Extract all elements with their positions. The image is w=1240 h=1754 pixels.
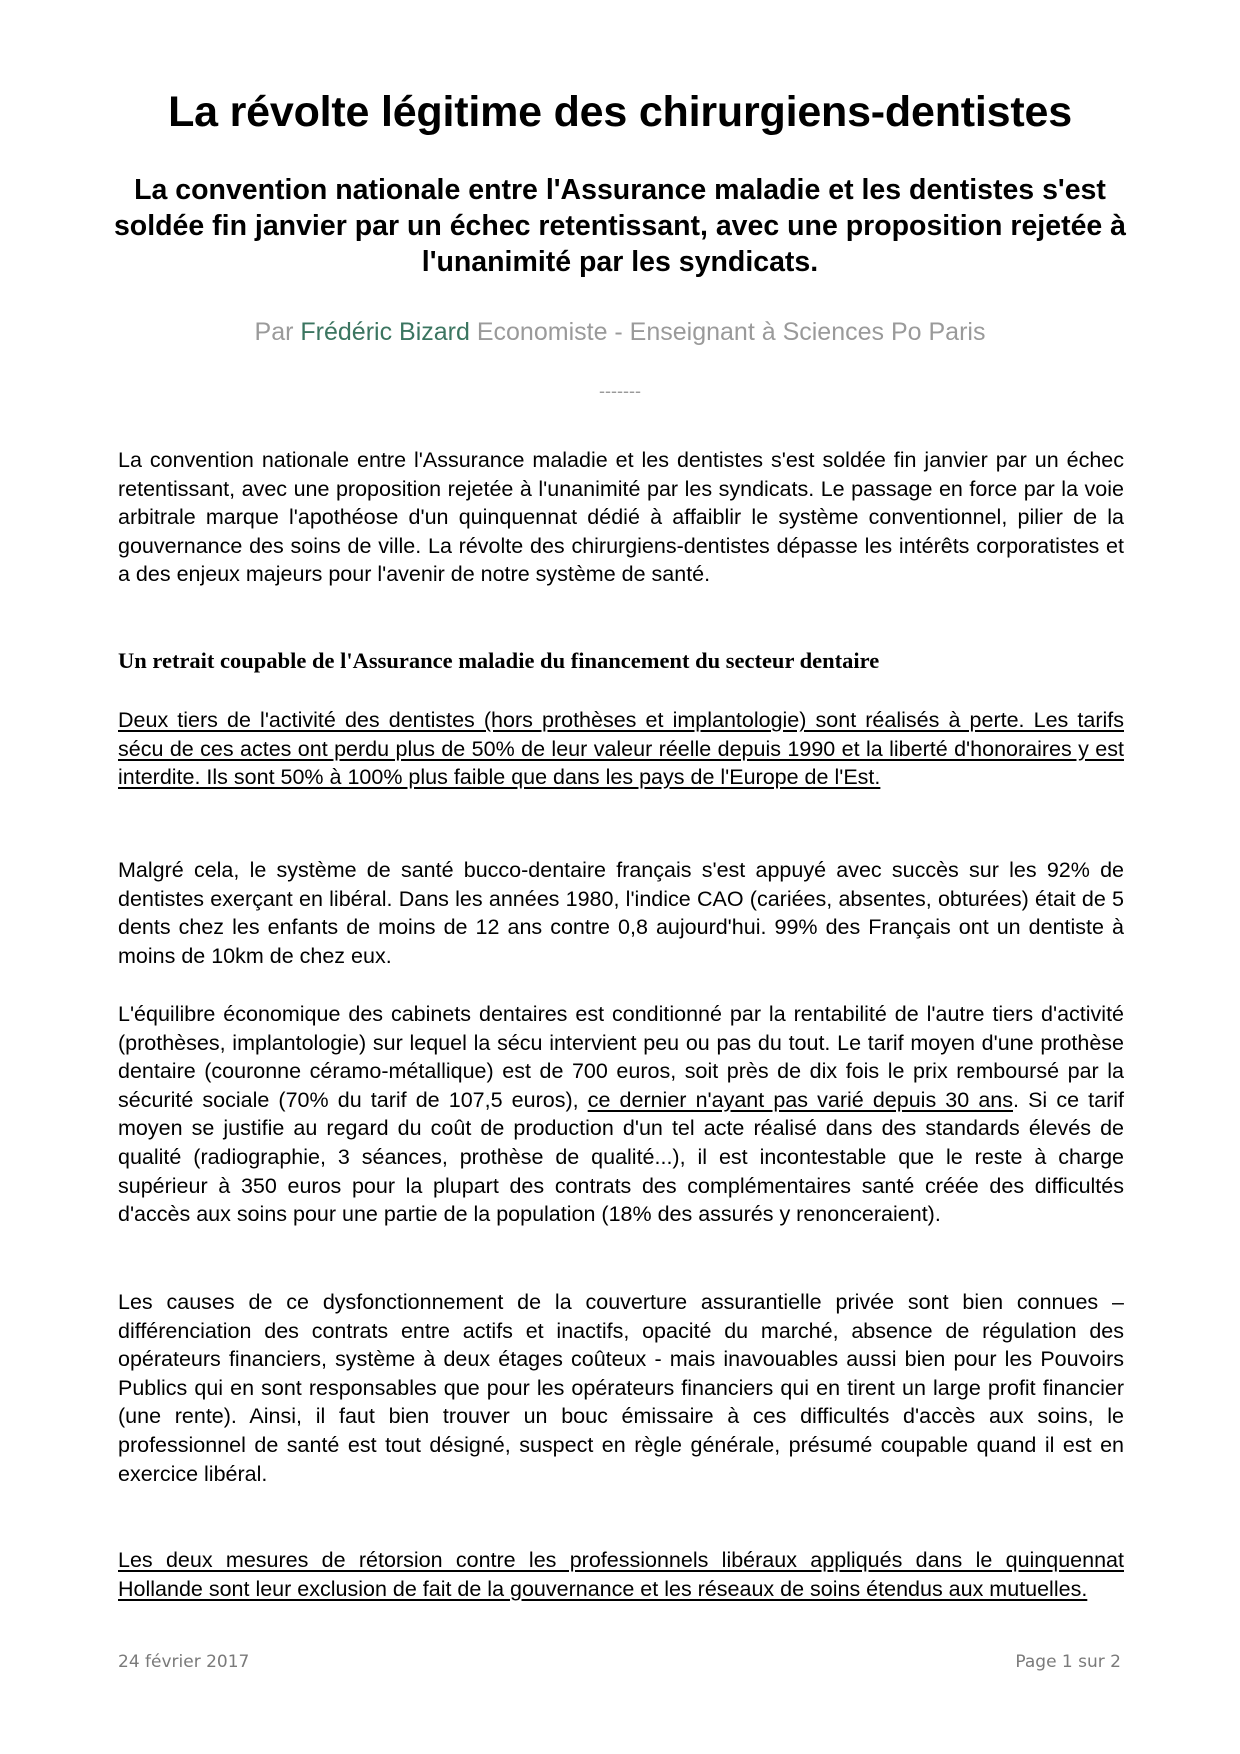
paragraph-causes: Les causes de ce dysfonctionnement de la couverture assurantielle privée sont bien connues – différenciation des contrats entre actifs et inactifs, opacité du marché, absence de régulation des opérateurs financiers, système à deux étages coûteux - mais inavouables aussi bien pour les Pouvoirs Publics qui en sont responsables que pour les opérateurs financiers qui en tirent un large profit financier (une rente). Ainsi, il faut bien trouver un bouc émissaire à ces difficultés d'accès aux soins, le professionnel de santé est tout désigné, suspect en règle générale, présumé coupable quand il est en exercice libéral. — [118, 1290, 1124, 1486]
byline — [0, 318, 1240, 347]
separator: ------- — [599, 381, 641, 401]
author-description: Economiste - Enseignant à Sciences Po Paris — [469, 318, 986, 346]
paragraph-text: . Si ce tarif moyen se justifie au regard du coût de production d'un tel acte réalisé dans des standards élevés de qualité (radiographie, 3 séances, prothèse de qualité...), il est incontestable que le reste à charge supérieur à 350 euros pour la plupart des contrats des complémentaires santé créée des difficultés d'accès aux soins pour une partie de la population (18% des assurés y renonceraient). — [118, 1087, 1124, 1227]
paragraph-text: L'équilibre économique des cabinets dentaires est conditionné par la rentabilité de l'autre tiers d'activité (prothèses, implantologie) sur lequel la sécu intervient peu ou pas du tout. Le tarif moyen d'une prothèse dentaire (couronne céramo-métallique) est de 700 euros, soit près de dix fois le prix remboursé par la sécurité sociale (70% du tarif de 107,5 euros), — [118, 1002, 1124, 1112]
article-title: La révolte légitime des chirurgiens-dentistes — [168, 88, 1072, 136]
byline-prefix: Par — [254, 318, 301, 346]
underlined-paragraph-measures: Les deux mesures de rétorsion contre les professionnels libéraux appliqués dans le quinquennat Hollande sont leur exclusion de fait de la gouvernance et les réseaux de soins étendus aux mutuelles. — [118, 1548, 1124, 1601]
footer-page-number: Page 1 sur 2 — [1015, 1652, 1121, 1672]
footer-date: 24 février 2017 — [118, 1652, 250, 1672]
underlined-paragraph-tariffs: Deux tiers de l'activité des dentistes (hors prothèses et implantologie) sont réalisés à perte. Les tarifs sécu de ces actes ont perdu plus de 50% de leur valeur réelle depuis 1990 et la liberté d'honoraires y est interdite. Ils sont 50% à 100% plus faible que dans les pays de l'Europe de l'Est. — [118, 708, 1124, 790]
section-heading: Un retrait coupable de l'Assurance maladie du financement du secteur dentaire — [118, 648, 880, 673]
article-subtitle: La convention nationale entre l'Assurance maladie et les dentistes s'est soldée fin janvier par un échec retentissant, avec une proposition rejetée à l'unanimité par les syndicats. — [113, 174, 1127, 278]
paragraph-dental-system: Malgré cela, le système de santé bucco-dentaire français s'est appuyé avec succès sur les 92% de dentistes exerçant en libéral. Dans les années 1980, l'indice CAO (cariées, absentes, obturées) était de 5 dents chez les enfants de moins de 12 ans contre 0,8 aujourd'hui. 99% des Français ont un dentiste à moins de 10km de chez eux. — [118, 858, 1124, 968]
intro-paragraph: La convention nationale entre l'Assurance maladie et les dentistes s'est soldée fin janvier par un échec retentissant, avec une proposition rejetée à l'unanimité par les syndicats. Le passage en force par la voie arbitrale marque l'apothéose d'un quinquennat dédié à affaiblir le système conventionnel, pilier de la gouvernance des soins de ville. La révolte des chirurgiens-dentistes dépasse les intérêts corporatistes et a des enjeux majeurs pour l'avenir de notre système de santé. — [118, 448, 1124, 587]
paragraph-economic-balance — [118, 1000, 1124, 1229]
author-name: Frédéric Bizard — [300, 318, 470, 346]
underlined-phrase: ce dernier n'ayant pas varié depuis 30 ans — [587, 1087, 1013, 1112]
